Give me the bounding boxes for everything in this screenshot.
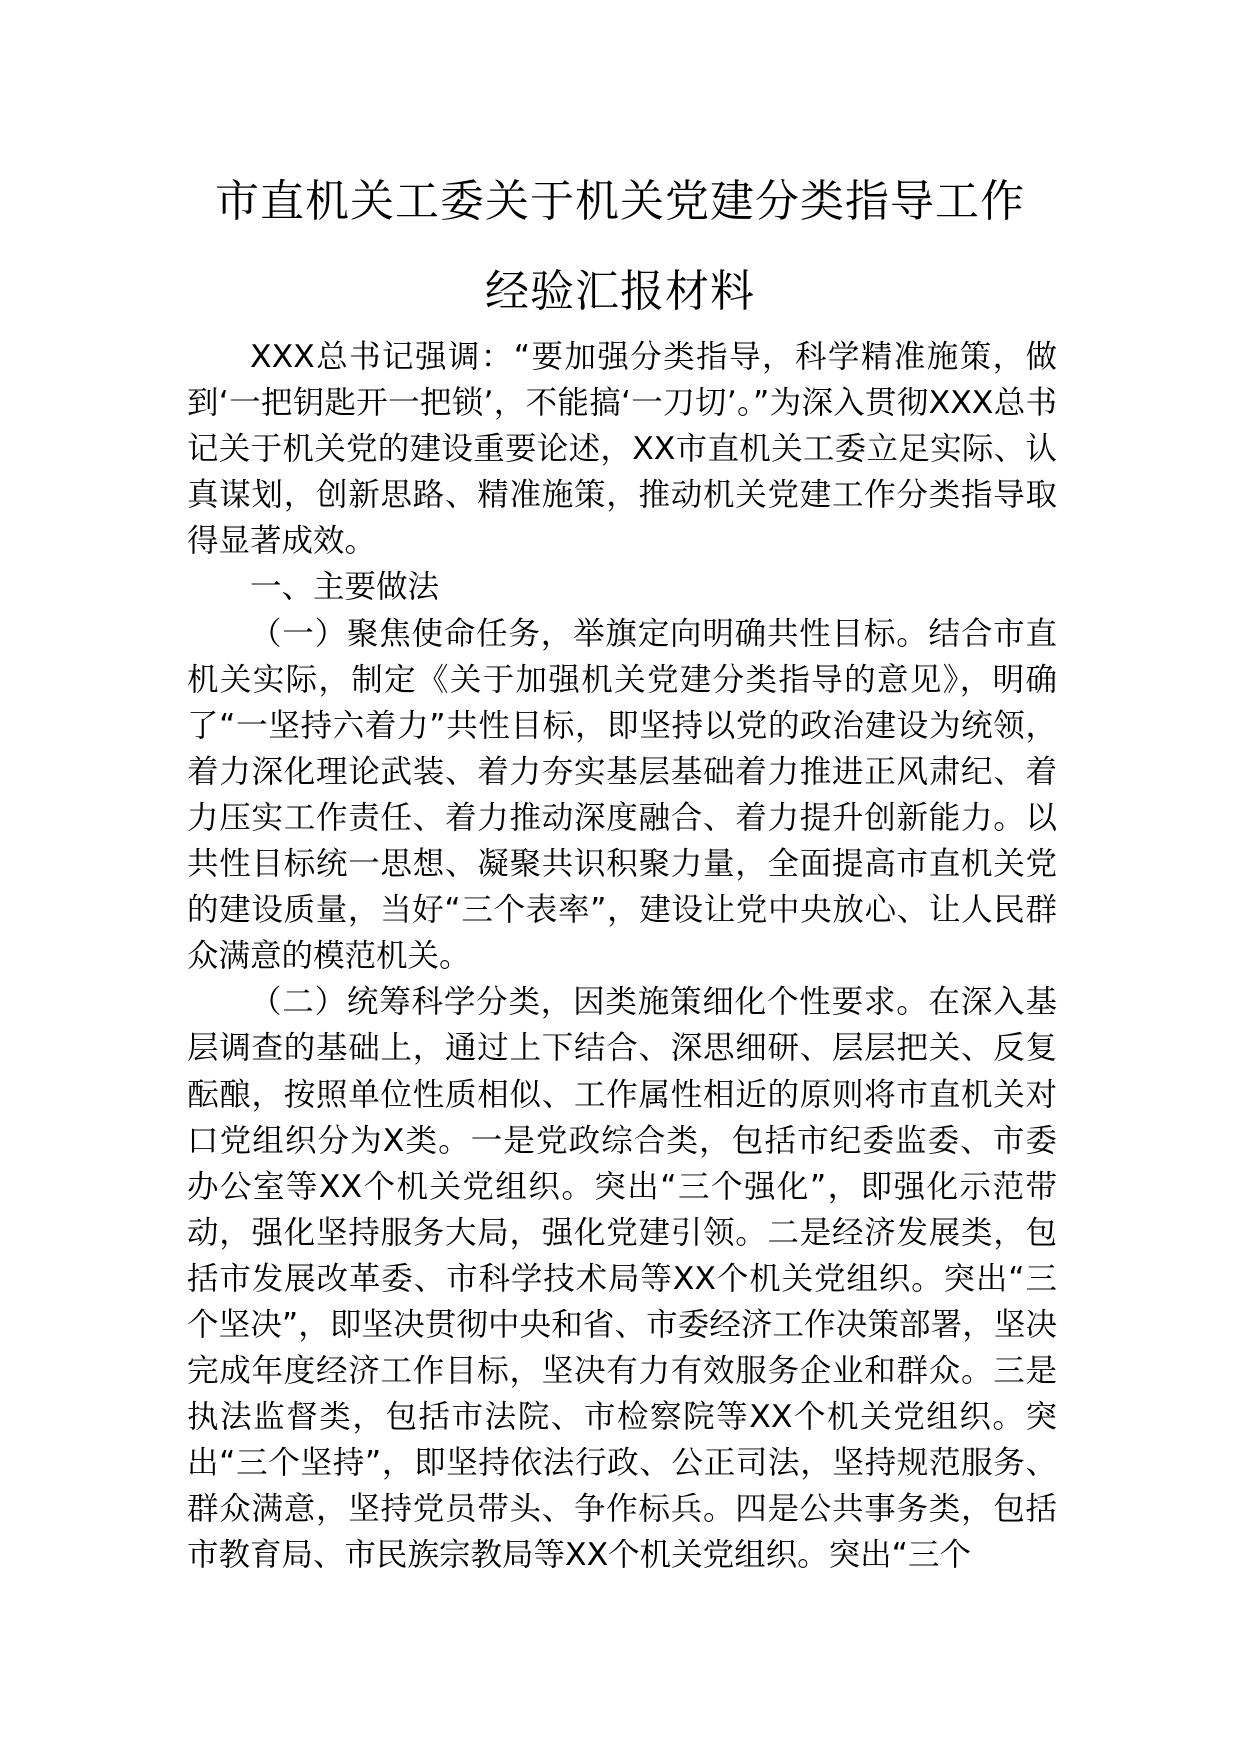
intro-paragraph: XXX总书记强调：“要加强分类指导，科学精准施策，做到‘一把钥匙开一把锁’，不能搞‘一刀切’。”为深入贯彻XXX总书记关于机关党的建设重要论述，XX市直机关工委立足实际、认真谋划，创新思路、精准施策，推动机关党建工作分类指导取得显著成效。 xyxy=(187,339,1057,560)
body-paragraph: （二）统筹科学分类，因类施策细化个性要求。在深入基层调查的基础上，通过上下结合、深思细研、层层把关、反复酝酿，按照单位性质相似、工作属性相近的原则将市直机关对口党组织分为X类。一是党政综合类，包括市纪委监委、市委办公室等XX个机关党组织。突出“三个强化”，即强化示范带动，强化坚持服务大局，强化党建引领。二是经济发展类，包括市发展改革委、市科学技术局等XX个机关党组织。突出“三个坚决”，即坚决贯彻中央和省、市委经济工作决策部署，坚决完成年度经济工作目标，坚决有力有效服务企业和群众。三是执法监督类，包括市法院、市检察院等XX个机关党组织。突出“三个坚持”，即坚持依法行政、公正司法，坚持规范服务、群众满意，坚持党员带头、争作标兵。四是公共事务类，包括市教育局、市民族宗教局等XX个机关党组织。突出“三个 xyxy=(187,984,1057,1574)
section-heading: 一、主要做法 xyxy=(250,569,440,606)
document-body xyxy=(187,334,1057,1579)
body-paragraph: （一）聚焦使命任务，举旗定向明确共性目标。结合市直机关实际，制定《关于加强机关党建分类指导的意见》，明确了“一坚持六着力”共性目标，即坚持以党的政治建设为统领，着力深化理论武装、着力夯实基层基础着力推进正风肃纪、着力压实工作责任、着力推动深度融合、着力提升创新能力。以共性目标统一思想、凝聚共识积聚力量，全面提高市直机关党的建设质量，当好“三个表率”，建设让党中央放心、让人民群众满意的模范机关。 xyxy=(187,615,1057,975)
document-title-line-2: 经验汇报材料 xyxy=(485,266,755,317)
document-title-line-1: 市直机关工委关于机关党建分类指导工作 xyxy=(215,176,1025,227)
